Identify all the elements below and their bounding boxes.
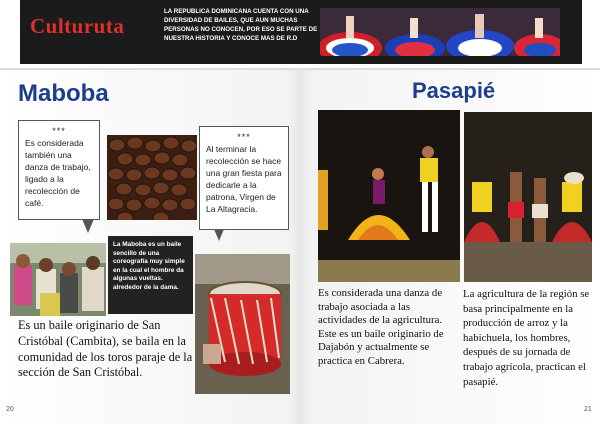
callout-pointer xyxy=(214,229,224,241)
body-text: Es considerada una danza de trabajo asociada a las actividades de la agricultura. Este es un baile originario de Dajabón y actualmente se practica en Cabrera. xyxy=(318,287,444,367)
dance-group-image xyxy=(464,112,592,282)
callout-box xyxy=(18,120,100,220)
page-number: 20 xyxy=(6,406,14,413)
callout-text: Al terminar la recolección se hace una gran fiesta para dedicarle a la patrona, Virgen de La Altagracia. xyxy=(206,144,282,214)
body-text: Es un baile originario de San Cristóbal (Cambita), se baila en la comunidad de los toros paraje de la sección de San Cristóbal. xyxy=(18,318,193,380)
brand-title: Culturuta xyxy=(30,14,125,38)
page-title-maboba: Maboba xyxy=(18,80,109,107)
divider xyxy=(0,68,600,70)
page-number: 21 xyxy=(584,406,592,413)
crowd-image xyxy=(10,243,106,316)
callout-pointer xyxy=(82,219,94,233)
page-title-pasapie: Pasapié xyxy=(412,78,496,103)
banner-image xyxy=(320,8,560,56)
dance-stage-image xyxy=(318,110,460,282)
header-blurb: LA REPUBLICA DOMINICANA CUENTA CON UNA DIVERSIDAD DE BAILES, QUE AUN MUCHAS PERSONAS NO CONOCEN, POR ESO SE PARTE DE NUESTRA HISTORIA Y CONOCE MAS DE R.D xyxy=(164,8,318,42)
coffee-beans-image xyxy=(107,135,197,220)
callout-stars: *** xyxy=(237,132,251,142)
callout-text: Es considerada también una danza de trabajo, ligado a la recolección de café. xyxy=(25,138,91,208)
info-box: La Maboba es un baile sencillo de una coreografía muy simple en la cual el hombre da algunas vueltas. alrededor de la dama. xyxy=(108,236,193,314)
body-text: La agricultura de la región se basa principalmente en la producción de arroz y la habichuela, los hombres, después de su jornada de trabajo agrícola, practican el pasapié. xyxy=(463,288,590,388)
callout-stars: *** xyxy=(52,126,66,136)
drum-image xyxy=(195,254,290,394)
callout-box xyxy=(199,126,289,230)
